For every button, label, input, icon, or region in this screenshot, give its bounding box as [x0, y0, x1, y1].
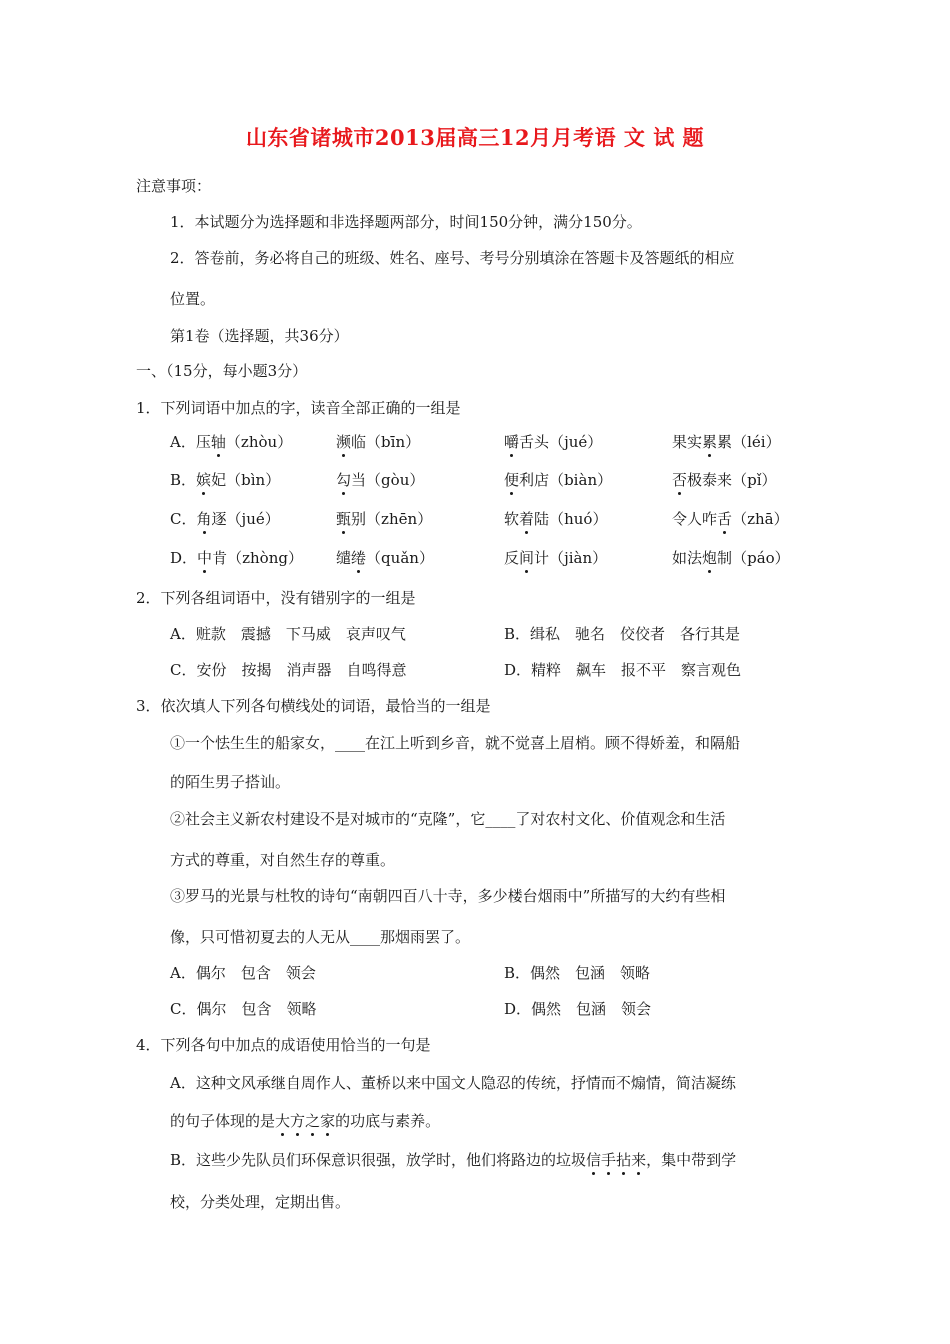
q1-c-word-2: 甄别（zhēn）: [336, 510, 433, 528]
q3-sentence-2-line-2: 方式的尊重，对自然生存的尊重。: [170, 851, 396, 869]
dotted-char: 中: [197, 549, 213, 567]
q3-sentence-1-line-2: 的陌生男子搭讪。: [170, 773, 291, 791]
q1-a-word-1: A．压轴（zhòu）: [170, 433, 293, 451]
dotted-char: 方: [290, 1112, 306, 1130]
q1-a-word-4: 果实累累（léi）: [672, 433, 781, 451]
q2-option-b: B．缉私 驰名 佼佼者 各行其是: [504, 625, 741, 643]
exam-title: 山东省诸城市2013届高三12月月考语 文 试 题: [245, 125, 705, 150]
dotted-char: 否: [672, 471, 688, 489]
q4-a-text-after: 的功底与素养。: [335, 1112, 441, 1130]
q4-option-a-line-1: A．这种文风承继自周作人、董桥以来中国文人隐忍的传统，抒情而不煽情，简洁凝练: [170, 1074, 736, 1092]
q3-sentence-3-line-2: 像，只可惜初夏去的人无从____那烟雨罢了。: [170, 928, 471, 946]
dotted-char: 之: [305, 1112, 321, 1130]
dotted-char: 绻: [351, 549, 367, 567]
q3-sentence-2-line-1: ②社会主义新农村建设不是对城市的“克隆”，它____了对农村文化、价值观念和生活: [170, 810, 726, 828]
q1-c-word-3: 软着陆（huó）: [504, 510, 608, 528]
dotted-char: 手: [601, 1151, 617, 1169]
dotted-char: 大: [275, 1112, 291, 1130]
dotted-char: 累: [702, 433, 718, 451]
dotted-char: 家: [320, 1112, 336, 1130]
q3-sentence-1-line-1: ①一个怯生生的船家女，____在江上听到乡音，就不觉喜上眉梢。顾不得娇羞，和隔船: [170, 734, 741, 752]
q4-b-text-after: ，集中带到学: [646, 1151, 737, 1169]
dotted-char: 甄: [336, 510, 352, 528]
notice-heading: 注意事项：: [136, 177, 212, 195]
q1-d-word-1: D．中肯（zhòng）: [170, 549, 303, 567]
notice-item-1: 1．本试题分为选择题和非选择题两部分，时间150分钟，满分150分。: [170, 213, 642, 231]
q1-d-word-2: 缱绻（quǎn）: [336, 549, 434, 567]
notice-item-2-line-1: 2．答卷前，务必将自己的班级、姓名、座号、考号分别填涂在答题卡及答题纸的相应: [170, 249, 735, 267]
q1-b-word-3: 便利店（biàn）: [504, 471, 613, 489]
q1-b-word-1: B．嫔妃（bìn）: [170, 471, 281, 489]
q1-d-word-3: 反间计（jiàn）: [504, 549, 608, 567]
q1-c-word-1: C．角逐（jué）: [170, 510, 280, 528]
dotted-char: 角: [196, 510, 212, 528]
q3-option-c: C．偶尔 包含 领略: [170, 1000, 317, 1018]
q1-a-word-3: 嚼舌头（jué）: [504, 433, 603, 451]
q1-d-word-4: 如法炮制（páo）: [672, 549, 790, 567]
q1-stem: 1．下列词语中加点的字，读音全部正确的一组是: [136, 399, 461, 417]
q4-a-text-before: 的句子体现的是: [170, 1112, 276, 1130]
q4-b-dotted-idiom: [586, 1151, 646, 1169]
dotted-char: 舌: [717, 510, 733, 528]
q3-option-b: B．偶然 包涵 领略: [504, 964, 651, 982]
dotted-char: 嫔: [196, 471, 212, 489]
q1-c-word-4: 令人咋舌（zhā）: [672, 510, 789, 528]
notice-item-2-line-2: 位置。: [170, 290, 216, 308]
q3-option-a: A．偶尔 包含 领会: [170, 964, 316, 982]
dotted-char: 间: [519, 549, 535, 567]
q4-option-b-line-1: [170, 1150, 736, 1170]
q1-b-word-4: 否极泰来（pǐ）: [672, 471, 777, 489]
q3-sentence-3-line-1: ③罗马的光景与杜牧的诗句“南朝四百八十寺，多少楼台烟雨中”所描写的大约有些相: [170, 887, 726, 905]
q4-a-dotted-idiom: [275, 1112, 335, 1130]
q1-b-word-2: 勾当（gòu）: [336, 471, 425, 489]
q3-option-d: D．偶然 包涵 领会: [504, 1000, 652, 1018]
dotted-char: 濒: [336, 433, 352, 451]
q4-option-b-line-2: 校，分类处理，定期出售。: [170, 1193, 351, 1211]
q4-stem: 4．下列各句中加点的成语使用恰当的一句是: [136, 1036, 431, 1054]
q2-option-d: D．精粹 飙车 报不平 察言观色: [504, 661, 742, 679]
dotted-char: 拈: [616, 1151, 632, 1169]
dotted-char: 信: [586, 1151, 602, 1169]
q4-b-text-before: B．这些少先队员们环保意识很强，放学时，他们将路边的垃圾: [170, 1151, 587, 1169]
volume-heading: 第1卷（选择题，共36分）: [170, 327, 349, 345]
dotted-char: 着: [519, 510, 535, 528]
dotted-char: 轴: [210, 433, 226, 451]
dotted-char: 来: [631, 1151, 647, 1169]
section-1-heading: 一、（15分，每小题3分）: [136, 362, 308, 380]
dotted-char: 勾: [336, 471, 352, 489]
q3-stem: 3．依次填人下列各句横线处的词语，最恰当的一组是: [136, 697, 491, 715]
dotted-char: 炮: [702, 549, 718, 567]
dotted-char: 便: [504, 471, 520, 489]
dotted-char: 嚼: [504, 433, 520, 451]
q2-option-a: A．赃款 震撼 下马威 哀声叹气: [170, 625, 406, 643]
q2-option-c: C．安份 按揭 消声器 自鸣得意: [170, 661, 407, 679]
q4-option-a-line-2: [170, 1111, 440, 1131]
q1-a-word-2: 濒临（bīn）: [336, 433, 421, 451]
q2-stem: 2．下列各组词语中，没有错别字的一组是: [136, 589, 416, 607]
